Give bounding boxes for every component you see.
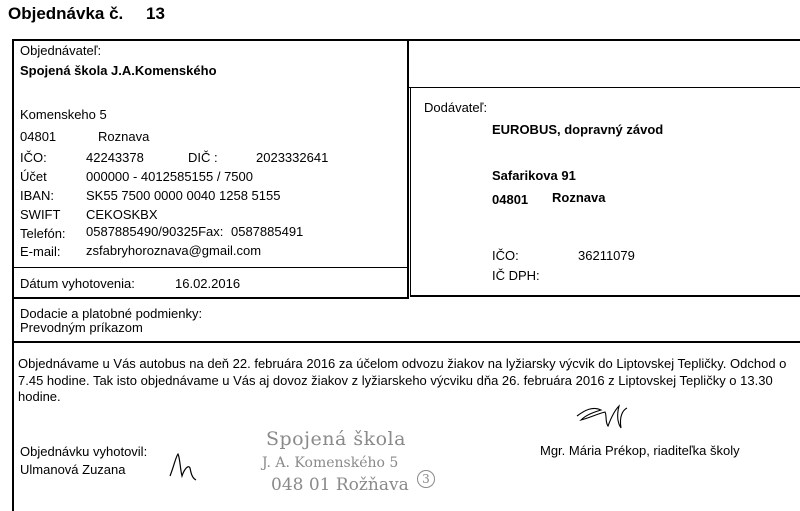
signatory-name: Mgr. Mária Prékop, riaditeľka školy bbox=[540, 443, 740, 458]
issued-by-label: Objednávku vyhotovil: bbox=[20, 444, 148, 459]
supplier-bottom-border bbox=[410, 295, 800, 297]
buyer-right-border bbox=[407, 39, 409, 297]
buyer-dic: 2023332641 bbox=[256, 150, 329, 165]
issued-by-name: Ulmanová Zuzana bbox=[20, 462, 126, 477]
terms-bottom-border bbox=[12, 341, 800, 343]
issue-date-label: Dátum vyhotovenia: bbox=[20, 276, 135, 291]
buyer-dic-label: DIČ : bbox=[188, 150, 218, 165]
buyer-swift: CEKOSKBX bbox=[86, 207, 158, 222]
order-title bbox=[8, 4, 165, 24]
supplier-street: Safarikova 91 bbox=[492, 168, 576, 183]
supplier-zip: 04801 bbox=[492, 192, 529, 207]
buyer-email-label: E-mail: bbox=[20, 244, 61, 259]
buyer-label: Objednávateľ: bbox=[20, 43, 102, 58]
buyer-swift-label: SWIFT bbox=[20, 207, 61, 222]
signature-director bbox=[575, 400, 635, 434]
supplier-icdph-label: IČ DPH: bbox=[492, 268, 540, 283]
supplier-city: Roznava bbox=[552, 190, 606, 205]
terms-value: Prevodným príkazom bbox=[20, 320, 143, 335]
stamp-line-3: 048 01 Rožňava bbox=[271, 475, 409, 495]
buyer-iban-label: IBAN: bbox=[20, 188, 54, 203]
frame-top bbox=[12, 39, 800, 41]
supplier-ico: 36211079 bbox=[578, 248, 635, 263]
order-title-label: Objednávka č. bbox=[8, 4, 124, 23]
buyer-account: 000000 - 4012585155 / 7500 bbox=[86, 169, 253, 184]
stamp-line-1: Spojená škola bbox=[266, 428, 406, 450]
buyer-ico-label: IČO: bbox=[20, 150, 47, 165]
frame-left bbox=[12, 39, 14, 511]
order-number: 13 bbox=[146, 4, 165, 23]
supplier-ico-label: IČO: bbox=[492, 248, 519, 263]
order-body-text: Objednávame u Vás autobus na deň 22. februára 2016 za účelom odvozu žiakov na lyžiarsky výcvik do Liptovskej Tepličky. Odchod o 7.45 hodine. Tak isto objednávame u Vás aj dovoz žiakov z lyžiarskeho výcviku dňa 26. februára 2016 z Liptovskej Tepličky o 13.30 hodine. bbox=[18, 356, 787, 404]
buyer-iban: SK55 7500 0000 0040 1258 5155 bbox=[86, 188, 281, 203]
buyer-phone-label: Telefón: bbox=[20, 226, 66, 241]
signature-issuer bbox=[166, 446, 206, 486]
stamp-number: 3 bbox=[417, 470, 435, 488]
supplier-left-inner bbox=[410, 87, 411, 297]
buyer-fax-label: Fax: bbox=[198, 224, 224, 239]
date-divider bbox=[12, 267, 409, 268]
buyer-zip: 04801 bbox=[20, 129, 57, 144]
buyer-phone bbox=[86, 224, 303, 239]
buyer-phone-value: 0587885490/90325 bbox=[86, 224, 199, 239]
buyer-city: Roznava bbox=[98, 129, 150, 144]
issue-date: 16.02.2016 bbox=[175, 276, 241, 291]
buyer-fax: 0587885491 bbox=[230, 224, 304, 239]
supplier-top-border bbox=[407, 87, 800, 88]
supplier-name: EUROBUS, dopravný závod bbox=[492, 122, 664, 137]
buyer-account-label: Účet bbox=[20, 169, 47, 184]
buyer-email[interactable]: zsfabryhoroznava@gmail.com bbox=[86, 243, 262, 258]
buyer-street: Komenskeho 5 bbox=[20, 107, 107, 122]
date-divider-bottom bbox=[12, 297, 409, 299]
terms-label: Dodacie a platobné podmienky: bbox=[20, 306, 203, 321]
stamp-line-2: J. A. Komenského 5 bbox=[262, 455, 399, 471]
buyer-ico: 42243378 bbox=[86, 150, 144, 165]
buyer-name: Spojená škola J.A.Komenského bbox=[20, 63, 217, 78]
supplier-label: Dodávateľ: bbox=[424, 100, 488, 115]
